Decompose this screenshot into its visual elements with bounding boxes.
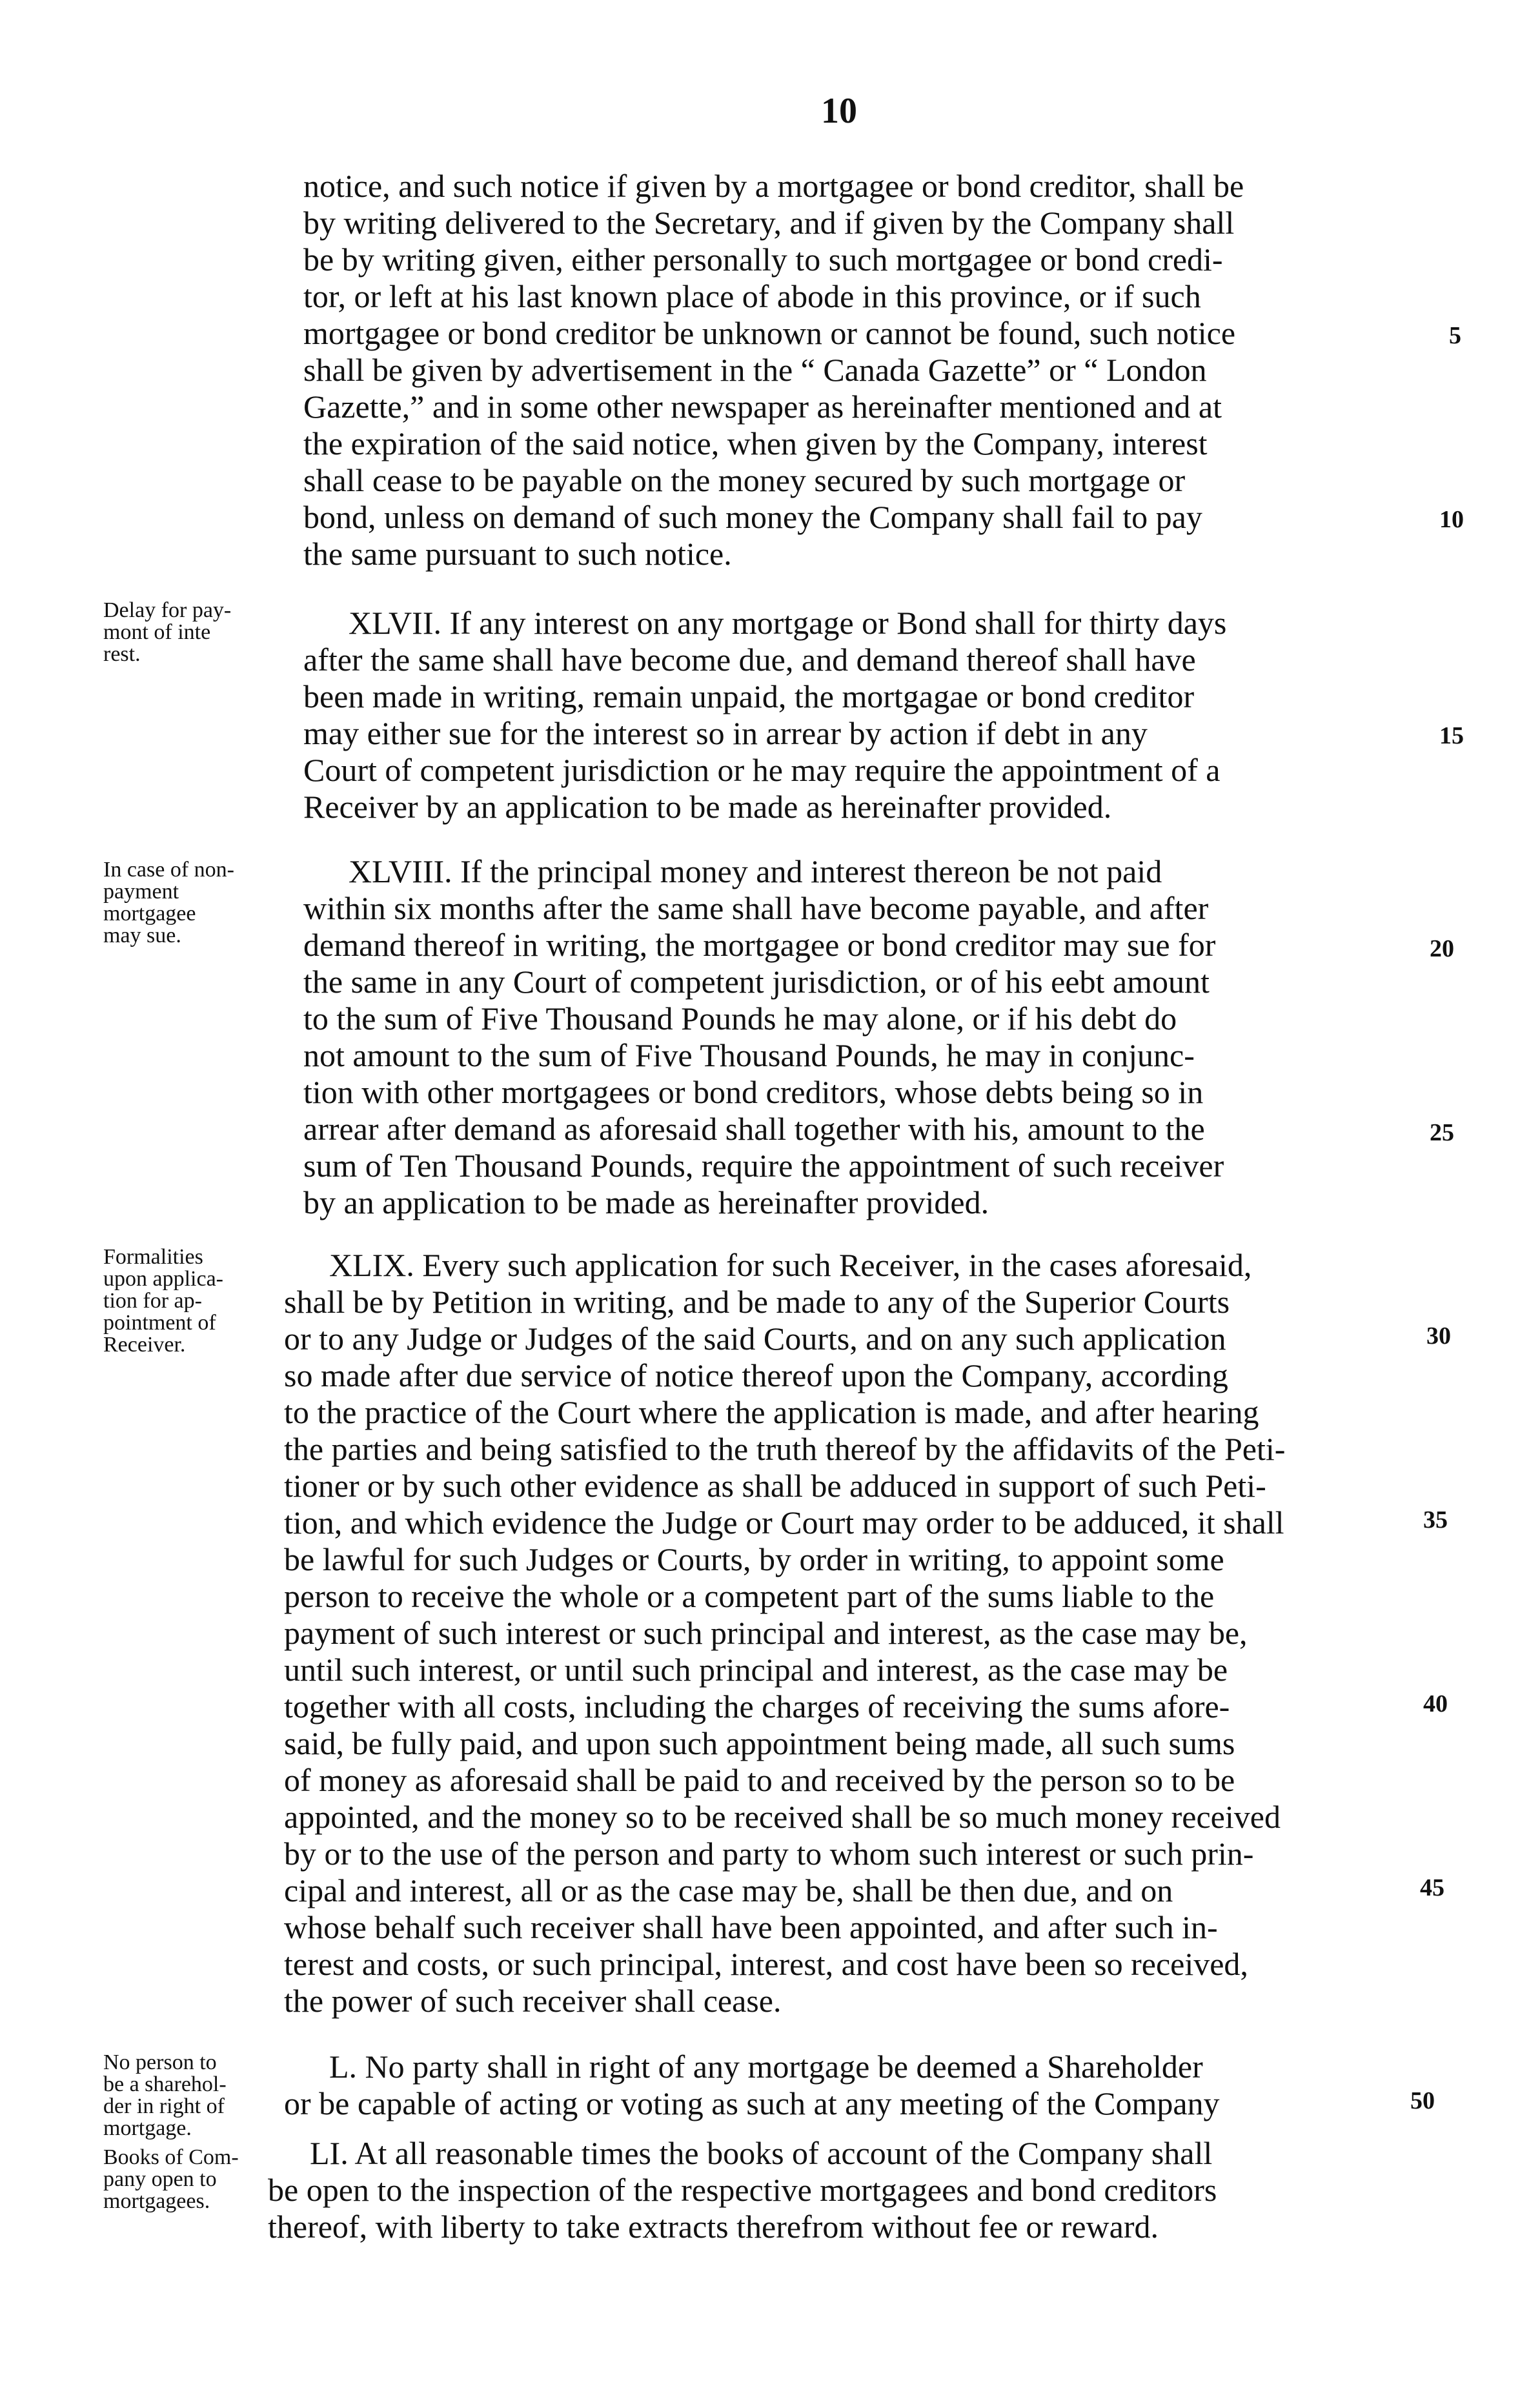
margin-note: mortgagees. [103, 2189, 210, 2213]
section-line: tion, and which evidence the Judge or Court may order to be adduced, it shall [284, 1504, 1284, 1541]
line-number: 20 [1430, 935, 1454, 962]
page-number: 10 [821, 91, 857, 131]
margin-note: Delay for pay- [103, 598, 232, 622]
text-line: Gazette,” and in some other newspaper as hereinafter mentioned and at [303, 389, 1222, 425]
section-line: or to any Judge or Judges of the said Courts, and on any such application [284, 1320, 1226, 1357]
section-line: of money as aforesaid shall be paid to and received by the person so to be [284, 1762, 1235, 1798]
section-line: together with all costs, including the charges of receiving the sums afore- [284, 1688, 1230, 1725]
line-number: 10 [1439, 506, 1464, 533]
section-line: tioner or by such other evidence as shall be adduced in support of such Peti- [284, 1468, 1266, 1504]
section-line: so made after due service of notice thereof upon the Company, according [284, 1357, 1228, 1393]
margin-note: pany open to [103, 2167, 217, 2191]
section-line: been made in writing, remain unpaid, the mortgagae or bond creditor [303, 678, 1195, 714]
line-number: 15 [1439, 722, 1464, 749]
section-line: may either sue for the interest so in arrear by action if debt in any [303, 715, 1148, 751]
margin-note: may sue. [103, 924, 181, 947]
margin-note: mortgage. [103, 2116, 192, 2140]
margin-note: upon applica- [103, 1267, 223, 1291]
text-line: the expiration of the said notice, when given by the Company, interest [303, 425, 1208, 461]
margin-note: In case of non- [103, 858, 234, 882]
section-line: demand thereof in writing, the mortgagee or bond creditor may sue for [303, 927, 1216, 963]
line-number: 30 [1426, 1322, 1451, 1350]
margin-note: der in right of [103, 2094, 225, 2118]
line-number: 40 [1423, 1690, 1448, 1717]
section-line: to the practice of the Court where the application is made, and after hearing [284, 1394, 1259, 1430]
section-line: the same in any Court of competent jurisdiction, or of his eebt amount [303, 964, 1210, 1000]
section-line: to the sum of Five Thousand Pounds he may alone, or if his debt do [303, 1000, 1177, 1037]
section-line: after the same shall have become due, and demand thereof shall have [303, 642, 1196, 678]
section-line: not amount to the sum of Five Thousand Pounds, he may in conjunc- [303, 1037, 1195, 1073]
line-number: 50 [1410, 2087, 1435, 2114]
section-line: said, be fully paid, and upon such appointment being made, all such sums [284, 1725, 1235, 1761]
text-line: be by writing given, either personally to such mortgagee or bond credi- [303, 241, 1223, 278]
margin-note: tion for ap- [103, 1289, 202, 1313]
section-line: shall be by Petition in writing, and be made to any of the Superior Courts [284, 1284, 1230, 1320]
margin-note: Formalities [103, 1245, 203, 1269]
section-line: payment of such interest or such principal and interest, as the case may be, [284, 1615, 1248, 1651]
text-line: by writing delivered to the Secretary, and if given by the Company shall [303, 205, 1235, 241]
section-line: cipal and interest, all or as the case may be, shall be then due, and on [284, 1872, 1173, 1908]
text-line: mortgagee or bond creditor be unknown or cannot be found, such notice [303, 315, 1236, 351]
margin-note: No person to [103, 2050, 217, 2074]
section-line: or be capable of acting or voting as such at any meeting of the Company [284, 2085, 1220, 2121]
margin-note: Receiver. [103, 1333, 186, 1357]
section-line: the power of such receiver shall cease. [284, 1983, 782, 2019]
margin-note: be a sharehol- [103, 2072, 227, 2096]
line-number: 45 [1420, 1874, 1444, 1901]
section-line: appointed, and the money so to be received shall be so much money received [284, 1799, 1281, 1835]
section-line: L. No party shall in right of any mortgage be deemed a Shareholder [329, 2049, 1203, 2085]
margin-note: mortgagee [103, 902, 196, 926]
section-line: tion with other mortgagees or bond creditors, whose debts being so in [303, 1074, 1204, 1110]
section-line: person to receive the whole or a competent part of the sums liable to the [284, 1578, 1215, 1614]
section-line: arrear after demand as aforesaid shall together with his, amount to the [303, 1111, 1205, 1147]
line-number: 35 [1423, 1506, 1448, 1533]
section-line: be open to the inspection of the respective mortgagees and bond creditors [268, 2172, 1217, 2208]
text-line: tor, or left at his last known place of abode in this province, or if such [303, 278, 1201, 314]
text-line: the same pursuant to such notice. [303, 536, 732, 572]
margin-note: payment [103, 880, 179, 904]
line-number: 25 [1430, 1119, 1454, 1146]
section-line: Receiver by an application to be made as hereinafter provided. [303, 789, 1112, 825]
section-line: until such interest, or until such principal and interest, as the case may be [284, 1652, 1228, 1688]
margin-note: mont of inte [103, 620, 211, 644]
section-line: by or to the use of the person and party to whom such interest or such prin- [284, 1836, 1254, 1872]
section-line: thereof, with liberty to take extracts therefrom without fee or reward. [268, 2209, 1159, 2245]
section-line: the parties and being satisfied to the truth thereof by the affidavits of the Peti- [284, 1431, 1286, 1467]
text-line: notice, and such notice if given by a mortgagee or bond creditor, shall be [303, 168, 1244, 204]
section-line: by an application to be made as hereinafter provided. [303, 1184, 989, 1220]
section-line: whose behalf such receiver shall have been appointed, and after such in- [284, 1909, 1218, 1945]
section-line: XLVIII. If the principal money and interest thereon be not paid [349, 853, 1162, 889]
margin-note: pointment of [103, 1311, 216, 1335]
section-line: XLIX. Every such application for such Receiver, in the cases aforesaid, [329, 1247, 1252, 1283]
section-line: within six months after the same shall have become payable, and after [303, 890, 1209, 926]
section-line: terest and costs, or such principal, interest, and cost have been so received, [284, 1946, 1248, 1982]
section-line: Court of competent jurisdiction or he may require the appointment of a [303, 752, 1221, 788]
section-line: sum of Ten Thousand Pounds, require the appointment of such receiver [303, 1148, 1224, 1184]
text-line: shall be given by advertisement in the “ Canada Gazette” or “ London [303, 352, 1207, 388]
text-line: bond, unless on demand of such money the Company shall fail to pay [303, 499, 1202, 535]
section-line: XLVII. If any interest on any mortgage or Bond shall for thirty days [349, 605, 1227, 641]
section-line: LI. At all reasonable times the books of account of the Company shall [310, 2135, 1213, 2171]
margin-note: rest. [103, 642, 141, 666]
text-line: shall cease to be payable on the money secured by such mortgage or [303, 462, 1186, 498]
section-line: be lawful for such Judges or Courts, by order in writing, to appoint some [284, 1541, 1224, 1577]
margin-note: Books of Com- [103, 2145, 239, 2169]
line-number: 5 [1449, 322, 1461, 349]
